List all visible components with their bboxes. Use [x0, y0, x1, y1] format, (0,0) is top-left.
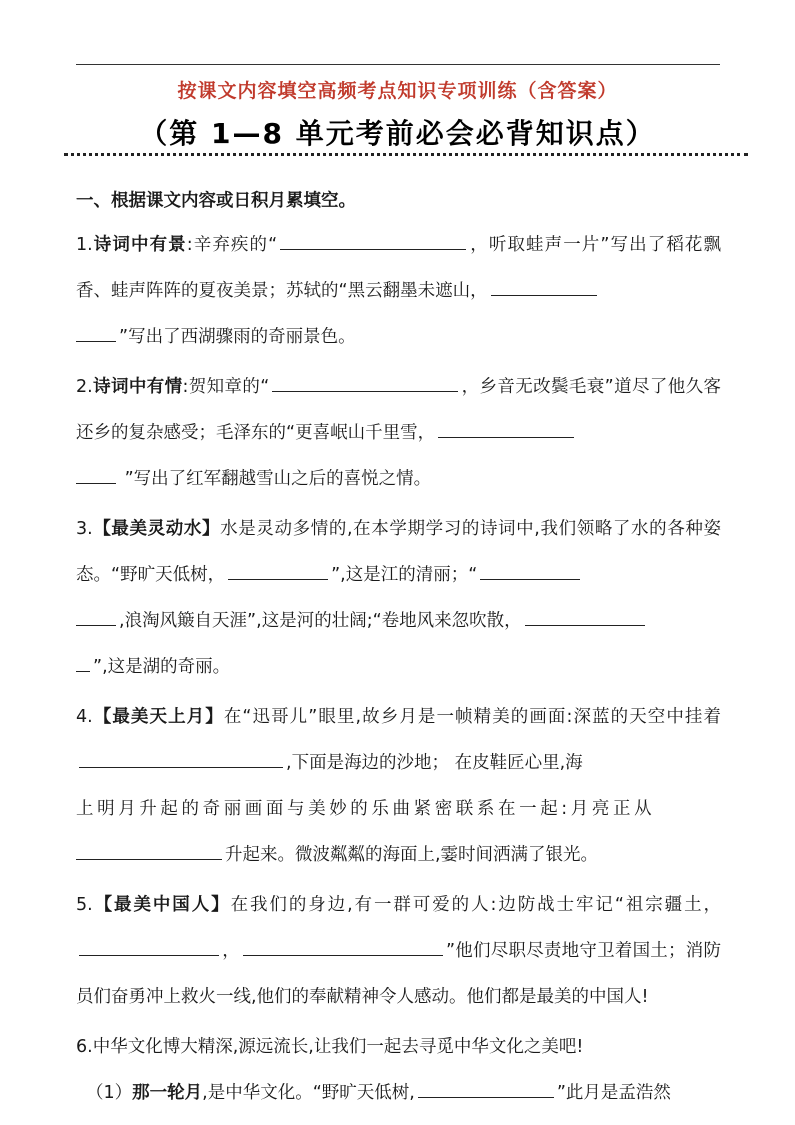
- q6-sub1: [76, 1083, 671, 1103]
- q5-text: ，: [222, 941, 240, 961]
- q4-text: 在“迅哥儿”眼里,故乡月是一帧精美的画面:深蓝的天空中挂着: [223, 707, 722, 727]
- answer-blank[interactable]: [228, 561, 328, 580]
- q6-sub1-number: （1）: [86, 1083, 133, 1103]
- answer-blank[interactable]: [76, 841, 222, 860]
- q1-label: 诗词中有景: [92, 235, 187, 255]
- q2-text: ”写出了红军翻越雪山之后的喜悦之情。: [119, 469, 432, 489]
- q6-text: 6.中华文化博大精深,源远流长,让我们一起去寻觅中华文化之美吧!: [76, 1037, 584, 1057]
- question-1: [76, 222, 721, 360]
- document-subtitle: （第 1—8 单元考前必会必背知识点）: [139, 117, 656, 150]
- q3-text: ”,这是湖的奇丽。: [93, 657, 231, 677]
- q4-number: 4.: [76, 707, 93, 727]
- answer-blank[interactable]: [272, 373, 458, 392]
- q4-text: 升起来。微波粼粼的海面上,霎时间洒满了银光。: [225, 845, 599, 865]
- q2-text: :贺知章的“: [182, 377, 270, 397]
- q5-number: 5.: [76, 895, 93, 915]
- question-4: [76, 694, 721, 878]
- answer-blank[interactable]: [79, 937, 219, 956]
- answer-blank[interactable]: [480, 561, 580, 580]
- answer-blank[interactable]: [438, 419, 574, 438]
- answer-blank[interactable]: [76, 653, 90, 672]
- answer-blank[interactable]: [79, 749, 283, 768]
- answer-blank[interactable]: [243, 937, 443, 956]
- question-5: [76, 882, 721, 1020]
- q6-sub1-label: 那一轮月: [132, 1083, 203, 1103]
- q3-label: 【最美灵动水】: [92, 519, 221, 539]
- section-heading: 一、根据课文内容或日积月累填空。: [76, 191, 356, 211]
- question-6: [76, 1024, 721, 1116]
- q4-text: ,下面是海边的沙地； 在皮鞋匠心里,海: [286, 753, 583, 773]
- q2-label: 诗词中有情: [92, 377, 183, 397]
- worksheet-body: [76, 182, 721, 1120]
- q5-text: ”他们尽职尽责地守卫着国土；消防员们奋勇冲上救火一线,他们的奉献精神令人感动。他们都是最美的中国人!: [76, 941, 721, 1007]
- q3-text: ”,这是江的清丽；“: [331, 565, 478, 585]
- q6-sub1-text: ,是中华文化。“野旷天低树,: [202, 1083, 415, 1103]
- q5-text: 在我们的身边,有一群可爱的人:边防战士牢记“祖宗疆土，: [230, 895, 721, 915]
- q3-text: 水是灵动多情的,在本学期学习的诗词中,我们领略了水的各种姿态。“野旷天低树，: [76, 519, 722, 585]
- q1-text: ”写出了西湖骤雨的奇丽景色。: [119, 327, 356, 347]
- q4-text: 上明月升起的奇丽画面与美妙的乐曲紧密联系在一起:月亮正从: [76, 799, 656, 819]
- q3-text: ,浪淘风簸自天涯”,这是河的壮阔;“卷地风来忽吹散，: [119, 611, 522, 631]
- answer-blank[interactable]: [76, 465, 116, 484]
- q4-label: 【最美天上月】: [92, 707, 224, 727]
- top-rule: [76, 64, 720, 65]
- q2-number: 2.: [76, 377, 93, 397]
- question-3: [76, 506, 721, 690]
- q5-label: 【最美中国人】: [92, 895, 231, 915]
- q1-text: ，听取蛙声一片”写出了稻花飘香、蛙声阵阵的夏夜美景；苏轼的“黑云翻墨未遮山，: [76, 235, 721, 301]
- answer-blank[interactable]: [76, 323, 116, 342]
- answer-blank[interactable]: [280, 231, 466, 250]
- document-title: 按课文内容填空高频考点知识专项训练（含答案）: [177, 80, 618, 102]
- answer-blank[interactable]: [491, 277, 597, 296]
- answer-blank[interactable]: [525, 607, 645, 626]
- answer-blank[interactable]: [418, 1079, 554, 1098]
- q2-text: ，乡音无改鬓毛衰”道尽了他久客还乡的复杂感受；毛泽东的“更喜岷山千里雪，: [76, 377, 721, 443]
- q1-text: :辛弃疾的“: [186, 235, 278, 255]
- dotted-divider: [64, 153, 748, 156]
- answer-blank[interactable]: [76, 607, 116, 626]
- question-2: [76, 364, 721, 502]
- q6-sub1-text: ”此月是孟浩然: [556, 1083, 671, 1103]
- q1-number: 1.: [76, 235, 93, 255]
- q3-number: 3.: [76, 519, 93, 539]
